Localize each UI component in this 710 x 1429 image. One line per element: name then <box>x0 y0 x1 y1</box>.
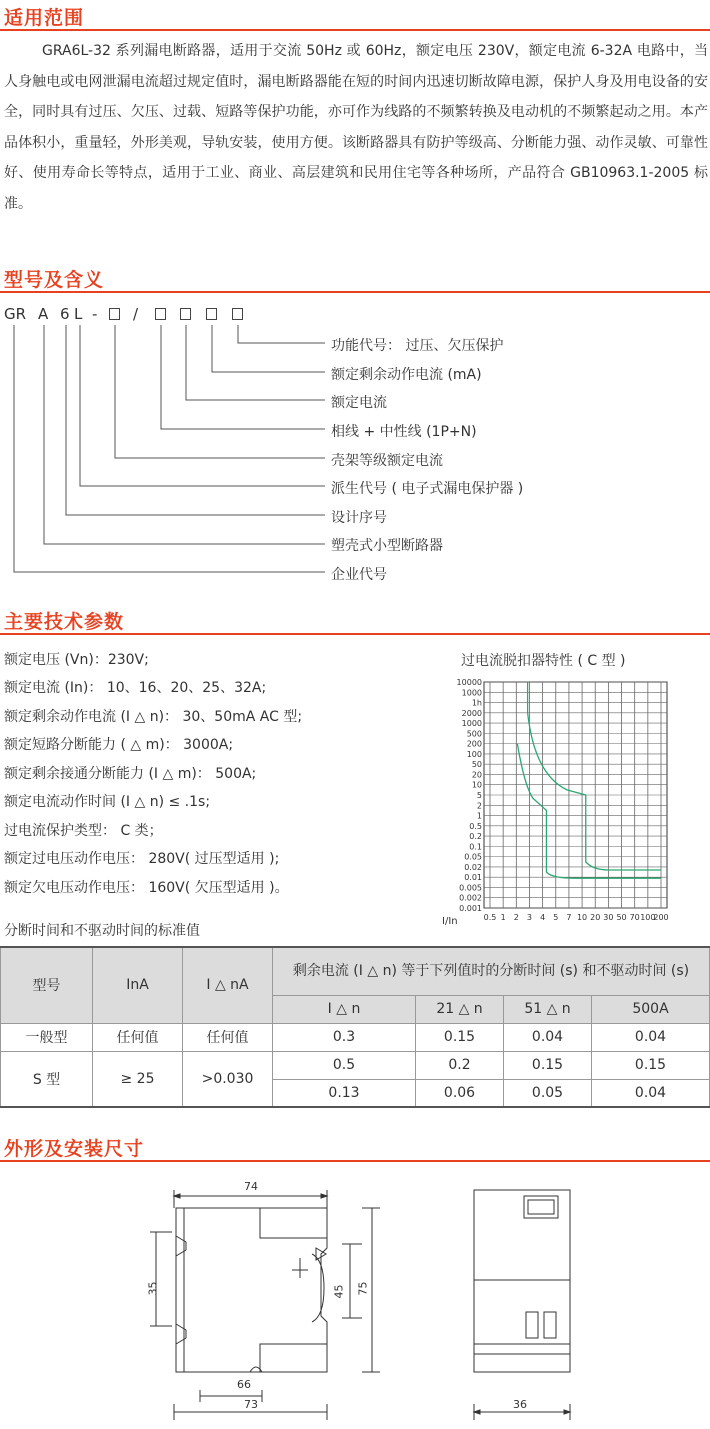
model-label-frame: 壳架等级额定电流 <box>331 453 443 469</box>
cell: 0.13 <box>273 1079 416 1107</box>
trip-curve-upper <box>528 682 661 870</box>
y-tick-label: 5 <box>476 791 482 800</box>
param-line: 额定电流 (In)： 10、16、20、25、32A; <box>4 680 267 696</box>
section-rule <box>0 1160 710 1162</box>
x-tick-label: 5 <box>553 913 559 922</box>
y-tick-label: 50 <box>471 760 482 770</box>
x-tick-label: 100 <box>640 913 656 922</box>
chart-title: 过电流脱扣器特性 ( C 型 ) <box>461 653 626 669</box>
dim-45: 45 <box>332 1284 346 1299</box>
y-tick-label: 20 <box>471 770 482 780</box>
y-tick-label: 0.05 <box>464 852 482 862</box>
cell: 0.06 <box>416 1079 504 1107</box>
cell: 0.04 <box>592 1079 710 1107</box>
y-tick-label: 1000 <box>461 688 482 698</box>
param-line: 额定剩余动作电流 (I △ n)： 30、50mA AC 型; <box>4 709 303 725</box>
th-col: 500A <box>592 995 710 1023</box>
trip-curve-chart <box>440 672 710 934</box>
model-label-poles: 相线 + 中性线 (1P+N) <box>331 424 477 440</box>
param-line: 过电流保护类型： C 类； <box>4 823 163 839</box>
cell: 0.3 <box>273 1023 416 1051</box>
th-idn: I △ nA <box>183 947 273 1023</box>
x-tick-label: 7 <box>566 913 572 922</box>
y-tick-label: 1h <box>471 698 482 708</box>
model-label-residual: 额定剩余动作电流 (mA) <box>331 367 482 383</box>
table-caption: 分断时间和不驱动时间的标准值 <box>4 923 200 939</box>
param-line: 额定过电压动作电压： 280V( 过压型适用 ); <box>4 851 280 867</box>
section-rule <box>0 633 710 635</box>
y-tick-label: 1000 <box>461 719 482 729</box>
param-line: 额定电压 (Vn)：230V; <box>4 652 149 668</box>
y-tick-label: 10 <box>471 780 482 790</box>
cell: 0.5 <box>273 1051 416 1079</box>
model-label-design: 设计序号 <box>331 510 387 526</box>
section-title-params: 主要技术参数 <box>4 611 125 633</box>
model-label-derived: 派生代号 ( 电子式漏电保护器 ) <box>331 481 524 497</box>
y-tick-label: 0.02 <box>464 862 482 872</box>
dim-66: 66 <box>237 1378 251 1391</box>
cell: 0.15 <box>592 1051 710 1079</box>
intro-paragraph: GRA6L-32 系列漏电断路器，适用于交流 50Hz 或 60Hz，额定电压 230V，额定电流 6-32A 电路中，当人身触电或电网泄漏电流超过规定值时，漏电断路器能在短的时间内迅速切断故障电源，保护人身及用电设备的安全，同时具有过压、欠压、过载、短路等保护功能，亦可作为线路的不频繁转换及电动机的不频繁起动之用。本产品体积小，重量轻，外形美观，导轨安装，使用方便。该断路器具有防护等级高、分断能力强、动作灵敏、可靠性好、使用寿命长等特点，适用于工业、商业、高层建筑和民用住宅等各种场所，产品符合 GB10963.1-2005 标准。 <box>4 43 708 212</box>
y-tick-label: 0.01 <box>464 873 482 883</box>
x-tick-label: 50 <box>616 913 627 922</box>
y-tick-label: 0.005 <box>459 883 482 893</box>
cell: 0.15 <box>504 1051 592 1079</box>
y-tick-label: 500 <box>466 729 482 739</box>
y-tick-label: 0.1 <box>469 842 482 852</box>
model-label-type: 塑壳式小型断路器 <box>331 538 443 554</box>
dim-74: 74 <box>244 1180 258 1193</box>
cell: 任何值 <box>93 1023 183 1051</box>
th-col: I △ n <box>273 995 416 1023</box>
x-tick-label: 10 <box>576 913 588 922</box>
cell: 任何值 <box>183 1023 273 1051</box>
x-tick-label: 70 <box>629 913 640 922</box>
side-view-drawing <box>470 1176 590 1426</box>
x-tick-label: 200 <box>653 913 669 922</box>
param-line: 额定电流动作时间 (I △ n) ≤ .1s; <box>4 794 211 810</box>
dim-36: 36 <box>513 1398 527 1411</box>
x-axis-label: I/In <box>442 916 458 927</box>
y-tick-label: 1 <box>476 811 482 821</box>
code-gr: GR <box>4 305 27 323</box>
trip-curve-lower <box>517 744 661 879</box>
x-tick-label: 3 <box>526 913 533 922</box>
model-label-rated: 额定电流 <box>331 395 387 411</box>
th-ina: InA <box>93 947 183 1023</box>
y-tick-label: 0.2 <box>469 832 482 842</box>
y-tick-label: 2 <box>476 801 482 811</box>
param-line: 额定剩余接通分断能力 (I △ m)： 500A; <box>4 766 257 782</box>
th-col: 51 △ n <box>504 995 592 1023</box>
code-l: L <box>74 305 83 323</box>
section-title-applicable: 适用范围 <box>4 7 85 29</box>
code-slash: / <box>133 305 139 323</box>
x-tick-label: 4 <box>540 913 546 922</box>
dim-73: 73 <box>244 1398 258 1411</box>
y-tick-label: 10000 <box>456 678 482 687</box>
param-line: 额定欠电压动作电压： 160V( 欠压型适用 )。 <box>4 880 289 896</box>
y-tick-label: 200 <box>466 739 482 749</box>
th-col: 21 △ n <box>416 995 504 1023</box>
x-tick-label: 1 <box>500 913 506 922</box>
section-title-outline: 外形及安装尺寸 <box>4 1138 145 1160</box>
trip-time-table <box>0 946 710 1108</box>
code-6: 6 <box>60 305 70 323</box>
table-row <box>1 1051 710 1079</box>
cell: ≥ 25 <box>93 1051 183 1107</box>
y-tick-label: 2000 <box>461 708 482 718</box>
th-group: 剩余电流 (I △ n) 等于下列值时的分断时间 (s) 和不驱动时间 (s) <box>273 947 710 995</box>
y-tick-label: 0.5 <box>469 821 482 831</box>
model-label-function: 功能代号： 过压、欠压保护 <box>331 338 504 354</box>
cell: 一般型 <box>1 1023 93 1051</box>
x-tick-label: 0.5 <box>483 913 497 922</box>
y-tick-label: 0.001 <box>459 904 482 913</box>
x-tick-label: 30 <box>603 913 614 922</box>
cell: 0.15 <box>416 1023 504 1051</box>
cell: >0.030 <box>183 1051 273 1107</box>
cell: 0.05 <box>504 1079 592 1107</box>
cell: 0.04 <box>592 1023 710 1051</box>
y-tick-label: 0.002 <box>459 893 482 903</box>
cell: 0.2 <box>416 1051 504 1079</box>
cell: 0.04 <box>504 1023 592 1051</box>
x-tick-label: 2 <box>513 913 519 922</box>
dim-75: 75 <box>356 1281 370 1296</box>
section-title-model: 型号及含义 <box>4 269 105 291</box>
th-model: 型号 <box>1 947 93 1023</box>
code-a: A <box>38 305 49 323</box>
x-tick-label: 20 <box>590 913 601 922</box>
model-label-company: 企业代号 <box>331 567 387 583</box>
table-header-row <box>1 947 710 995</box>
cell: S 型 <box>1 1051 93 1107</box>
code-dash: - <box>92 305 98 323</box>
param-line: 额定短路分断能力 ( △ m)： 3000A; <box>4 737 234 753</box>
y-tick-label: 100 <box>466 749 482 759</box>
table-row <box>1 1023 710 1051</box>
dim-35: 35 <box>146 1281 160 1296</box>
